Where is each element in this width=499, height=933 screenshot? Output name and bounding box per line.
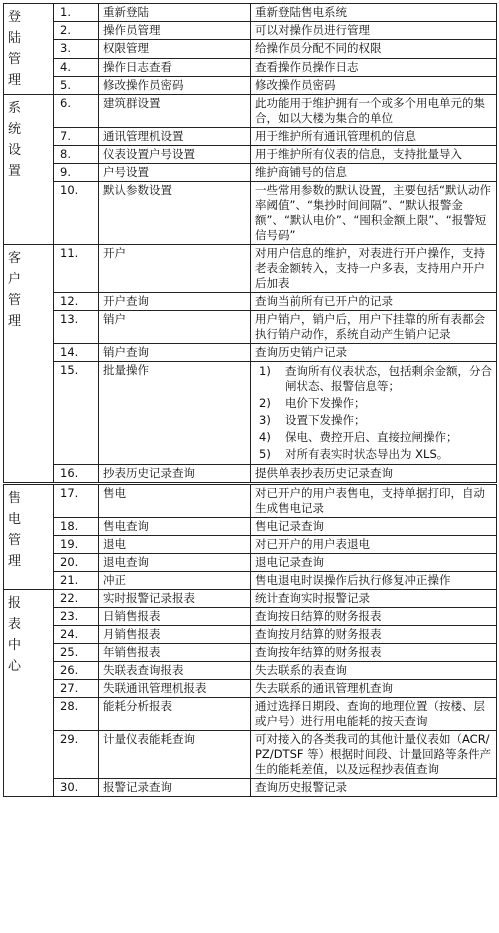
row-number: 10.: [54, 182, 99, 245]
row-number: 14.: [54, 344, 99, 362]
feature-name: 计量仪表能耗查询: [99, 731, 251, 779]
category-cell: 客 户 管 理: [4, 245, 54, 484]
feature-description: 可对接入的各类我司的其他计量仪表如（ACR/PZ/DTSF 等）根据时间段、计量回路等条件产生的能耗差值，以及远程抄表值查询: [251, 731, 497, 779]
feature-description: 对已开户的用户表退电: [251, 536, 497, 554]
table-row: [4, 146, 497, 164]
row-number: 8.: [54, 146, 99, 164]
list-item: [255, 395, 492, 412]
row-number: 16.: [54, 465, 99, 484]
feature-description: 查询按日结算的财务报表: [251, 608, 497, 626]
table-row: [4, 608, 497, 626]
table-row: [4, 22, 497, 40]
table-row: [4, 245, 497, 293]
row-number: 7.: [54, 128, 99, 146]
row-number: 21.: [54, 572, 99, 590]
list-item-number: 3): [259, 413, 271, 427]
feature-name: 实时报警记录报表: [99, 590, 251, 608]
table-row: [4, 484, 497, 518]
feature-description: 失去联系的通讯管理机查询: [251, 680, 497, 698]
feature-table: [3, 3, 497, 797]
feature-name: 退电: [99, 536, 251, 554]
feature-name: 冲正: [99, 572, 251, 590]
feature-description: [251, 362, 497, 465]
feature-name: 失联表查询报表: [99, 662, 251, 680]
feature-name: 报警记录查询: [99, 779, 251, 797]
list-item-text: 查询所有仪表状态，包括剩余金额，分合闸状态、报警信息等；: [285, 364, 492, 393]
row-number: 18.: [54, 518, 99, 536]
feature-description: 统计查询实时报警记录: [251, 590, 497, 608]
feature-description: 可以对操作员进行管理: [251, 22, 497, 40]
table-row: [4, 76, 497, 94]
table-row: [4, 344, 497, 362]
table-row: [4, 465, 497, 484]
feature-name: 批量操作: [99, 362, 251, 465]
row-number: 29.: [54, 731, 99, 779]
feature-name: 销户: [99, 311, 251, 344]
row-number: 17.: [54, 484, 99, 518]
row-number: 28.: [54, 698, 99, 731]
list-item: [255, 429, 492, 446]
feature-name: 开户: [99, 245, 251, 293]
feature-description: 对用户信息的维护，对表进行开户操作，支持老表金额转入，支持一户多表，支持用户开户后加表: [251, 245, 497, 293]
feature-description: 查询历史销户记录: [251, 344, 497, 362]
feature-name: 重新登陆: [99, 4, 251, 22]
list-item: [255, 363, 492, 395]
feature-description: 提供单表抄表历史记录查询: [251, 465, 497, 484]
feature-description: 用于维护所有仪表的信息，支持批量导入: [251, 146, 497, 164]
list-item-number: 1): [259, 364, 271, 378]
category-cell: 报 表 中 心: [4, 590, 54, 797]
feature-name: 售电: [99, 484, 251, 518]
row-number: 6.: [54, 95, 99, 128]
table-row: [4, 95, 497, 128]
feature-name: 售电查询: [99, 518, 251, 536]
table-row: [4, 4, 497, 22]
row-number: 20.: [54, 554, 99, 572]
table-row: [4, 554, 497, 572]
feature-name: 开户查询: [99, 293, 251, 311]
table-row: [4, 536, 497, 554]
list-item-text: 保电、费控开启、直接拉闸操作；: [285, 430, 458, 444]
row-number: 19.: [54, 536, 99, 554]
feature-table-body: [4, 4, 497, 797]
feature-name: 权限管理: [99, 40, 251, 58]
feature-description: 一些常用参数的默认设置，主要包括“默认动作率阈值”、“集抄时间间隔”、“默认报警金额”、“默认电价”、“囤积金额上限”、“报警短信号码”: [251, 182, 497, 245]
feature-name: 建筑群设置: [99, 95, 251, 128]
table-row: [4, 779, 497, 797]
list-item-text: 对所有表实时状态导出为 XLS。: [285, 447, 449, 461]
row-number: 27.: [54, 680, 99, 698]
feature-name: 抄表历史记录查询: [99, 465, 251, 484]
row-number: 9.: [54, 164, 99, 182]
row-number: 24.: [54, 626, 99, 644]
table-row: [4, 40, 497, 58]
feature-name: 能耗分析报表: [99, 698, 251, 731]
category-cell: 售 电 管 理: [4, 484, 54, 590]
feature-description: 用于维护所有通讯管理机的信息: [251, 128, 497, 146]
feature-description: 给操作员分配不同的权限: [251, 40, 497, 58]
feature-description: 修改操作员密码: [251, 76, 497, 94]
feature-description: 查看操作员操作日志: [251, 58, 497, 76]
list-item-number: 2): [259, 396, 271, 410]
feature-name: 退电查询: [99, 554, 251, 572]
list-item-number: 4): [259, 430, 271, 444]
list-item: [255, 412, 492, 429]
feature-name: 销户查询: [99, 344, 251, 362]
list-item-text: 设置下发操作；: [285, 413, 366, 427]
feature-name: 失联通讯管理机报表: [99, 680, 251, 698]
list-item-text: 电价下发操作；: [285, 396, 366, 410]
category-cell: 登 陆 管 理: [4, 4, 54, 95]
feature-name: 户号设置: [99, 164, 251, 182]
feature-description: 查询按年结算的财务报表: [251, 644, 497, 662]
description-list: [255, 363, 492, 463]
feature-name: 修改操作员密码: [99, 76, 251, 94]
table-row: [4, 182, 497, 245]
row-number: 4.: [54, 58, 99, 76]
feature-description: 重新登陆售电系统: [251, 4, 497, 22]
table-row: [4, 698, 497, 731]
row-number: 11.: [54, 245, 99, 293]
row-number: 3.: [54, 40, 99, 58]
feature-description: 失去联系的表查询: [251, 662, 497, 680]
list-item: [255, 446, 492, 463]
feature-description: 查询当前所有已开户的记录: [251, 293, 497, 311]
table-row: [4, 293, 497, 311]
table-row: [4, 311, 497, 344]
row-number: 15.: [54, 362, 99, 465]
table-row: [4, 662, 497, 680]
feature-name: 日销售报表: [99, 608, 251, 626]
list-item-number: 5): [259, 447, 271, 461]
feature-name: 月销售报表: [99, 626, 251, 644]
feature-name: 仪表设置户号设置: [99, 146, 251, 164]
feature-description: 退电记录查询: [251, 554, 497, 572]
table-row: [4, 731, 497, 779]
feature-description: 查询按月结算的财务报表: [251, 626, 497, 644]
row-number: 22.: [54, 590, 99, 608]
feature-name: 操作日志查看: [99, 58, 251, 76]
feature-description: 售电记录查询: [251, 518, 497, 536]
row-number: 13.: [54, 311, 99, 344]
table-row: [4, 626, 497, 644]
feature-description: 此功能用于维护拥有一个或多个用电单元的集合，如以大楼为集合的单位: [251, 95, 497, 128]
feature-name: 年销售报表: [99, 644, 251, 662]
row-number: 2.: [54, 22, 99, 40]
row-number: 30.: [54, 779, 99, 797]
table-row: [4, 58, 497, 76]
row-number: 26.: [54, 662, 99, 680]
feature-name: 通讯管理机设置: [99, 128, 251, 146]
table-row: [4, 362, 497, 465]
table-row: [4, 164, 497, 182]
table-row: [4, 572, 497, 590]
row-number: 1.: [54, 4, 99, 22]
table-row: [4, 128, 497, 146]
feature-description: 对已开户的用户表售电，支持单据打印，自动生成售电记录: [251, 484, 497, 518]
row-number: 23.: [54, 608, 99, 626]
row-number: 12.: [54, 293, 99, 311]
feature-name: 操作员管理: [99, 22, 251, 40]
table-row: [4, 644, 497, 662]
row-number: 25.: [54, 644, 99, 662]
table-row: [4, 590, 497, 608]
feature-description: 用户销户，销户后，用户下挂靠的所有表都会执行销户动作，系统自动产生销户记录: [251, 311, 497, 344]
feature-description: 通过选择日期段、查询的地理位置（按楼、层或户号）进行用电能耗的按天查询: [251, 698, 497, 731]
table-row: [4, 680, 497, 698]
feature-description: 售电退电时误操作后执行修复冲正操作: [251, 572, 497, 590]
table-row: [4, 518, 497, 536]
feature-description: 维护商铺号的信息: [251, 164, 497, 182]
category-cell: 系 统 设 置: [4, 95, 54, 245]
feature-description: 查询历史报警记录: [251, 779, 497, 797]
row-number: 5.: [54, 76, 99, 94]
feature-name: 默认参数设置: [99, 182, 251, 245]
